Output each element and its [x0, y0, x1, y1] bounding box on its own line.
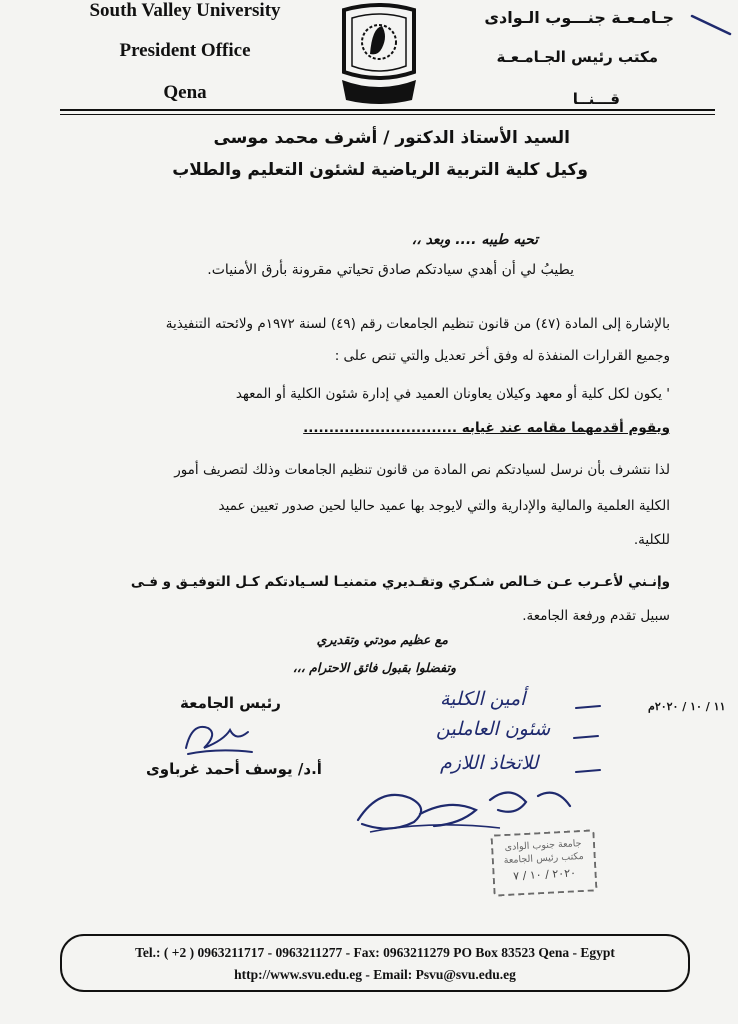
ar-city-name: قـــنــا — [572, 90, 620, 108]
handwritten-note-1: أمين الكلية — [440, 688, 526, 710]
president-signature — [178, 718, 258, 762]
footer-phone-fax: Tel.: ( +2 ) 0963211717 - 0963211277 - Fax: 0963211279 PO Box 83523 Qena - Egypt — [135, 945, 615, 960]
paragraph-4-line-2: سبيل تقدم ورفعة الجامعة. — [522, 608, 670, 624]
closing-line-1: مع عظيم مودتي وتقديري — [316, 632, 448, 647]
header-rule-bottom — [60, 114, 715, 115]
quoted-article-line-2: ويقوم أقدمهما مقامه عند غيابه .............................. — [303, 420, 670, 436]
handwritten-date: ١١ / ١٠ / ٢٠٢٠م — [648, 700, 726, 713]
header-rule-top — [60, 109, 715, 111]
university-logo — [338, 2, 420, 106]
stamp-line-2: مكتب رئيس الجامعة — [503, 850, 585, 867]
en-office-name: President Office — [119, 40, 251, 61]
corner-pen-mark — [690, 10, 734, 40]
ar-office-name: مكتب رئيس الجـامـعـة — [496, 48, 658, 66]
ar-university-name: جـامـعـة جنـــوب الـوادى — [484, 8, 674, 27]
paragraph-3-line-2: الكلية العلمية والمالية والإدارية والتي لايوجد بها عميد حاليا لحين صدور تعيين عميد — [218, 498, 670, 514]
handwritten-note-3: للاتخاذ اللازم — [440, 752, 539, 774]
paragraph-1: يطيبُ لي أن أهدي سيادتكم صادق تحياتي مقرونة بأرق الأمنيات. — [207, 262, 574, 278]
footer-contact-box — [60, 934, 690, 992]
signature-title: رئيس الجامعة — [180, 694, 281, 712]
paragraph-4-line-1: وإنـني لأعـرب عـن خـالص شـكري وتقـديري متمنيـا لسـيادتكم كـل التوفيـق و فـى — [130, 574, 670, 590]
paragraph-2-line-2: وجميع القرارات المنفذة له وفق أخر تعديل والتي تنص على : — [334, 348, 670, 364]
footer-web-email: http://www.svu.edu.eg - Email: Psvu@svu.edu.eg — [234, 967, 516, 982]
paragraph-3-line-1: لذا نتشرف بأن نرسل لسيادتكم نص المادة من قانون تنظيم الجامعات وذلك لتصريف أمور — [174, 462, 670, 478]
paragraph-3-line-3: للكلية. — [633, 532, 670, 548]
en-university-name: South Valley University — [89, 0, 281, 21]
en-city-name: Qena — [163, 82, 207, 103]
stamp-line-1: جامعة جنوب الوادى — [504, 838, 582, 854]
recipient-position: وكيل كلية التربية الرياضية لشئون التعليم والطلاب — [172, 160, 588, 180]
closing-line-2: وتفضلوا بقبول فائق الاحترام ،،، — [292, 660, 456, 675]
recipient-name: السيد الأستاذ الدكتور / أشرف محمد موسى — [213, 128, 570, 148]
paragraph-2-line-1: بالإشارة إلى المادة (٤٧) من قانون تنظيم الجامعات رقم (٤٩) لسنة ١٩٧٢م ولائحته التنفيذية — [165, 316, 670, 332]
greeting: تحيه طيبه .... وبعد ،، — [411, 232, 538, 248]
signatory-name: أ.د/ يوسف أحمد غرباوى — [146, 760, 322, 778]
stamp-date: ٢٠٢٠ / ١٠ / ٧ — [512, 866, 577, 883]
handwritten-note-2: شئون العاملين — [436, 718, 551, 740]
quoted-article-line-1: ' يكون لكل كلية أو معهد وكيلان يعاونان العميد في إدارة شئون الكلية أو المعهد — [235, 386, 670, 402]
received-stamp — [490, 829, 597, 896]
handwritten-dashes — [570, 694, 610, 804]
